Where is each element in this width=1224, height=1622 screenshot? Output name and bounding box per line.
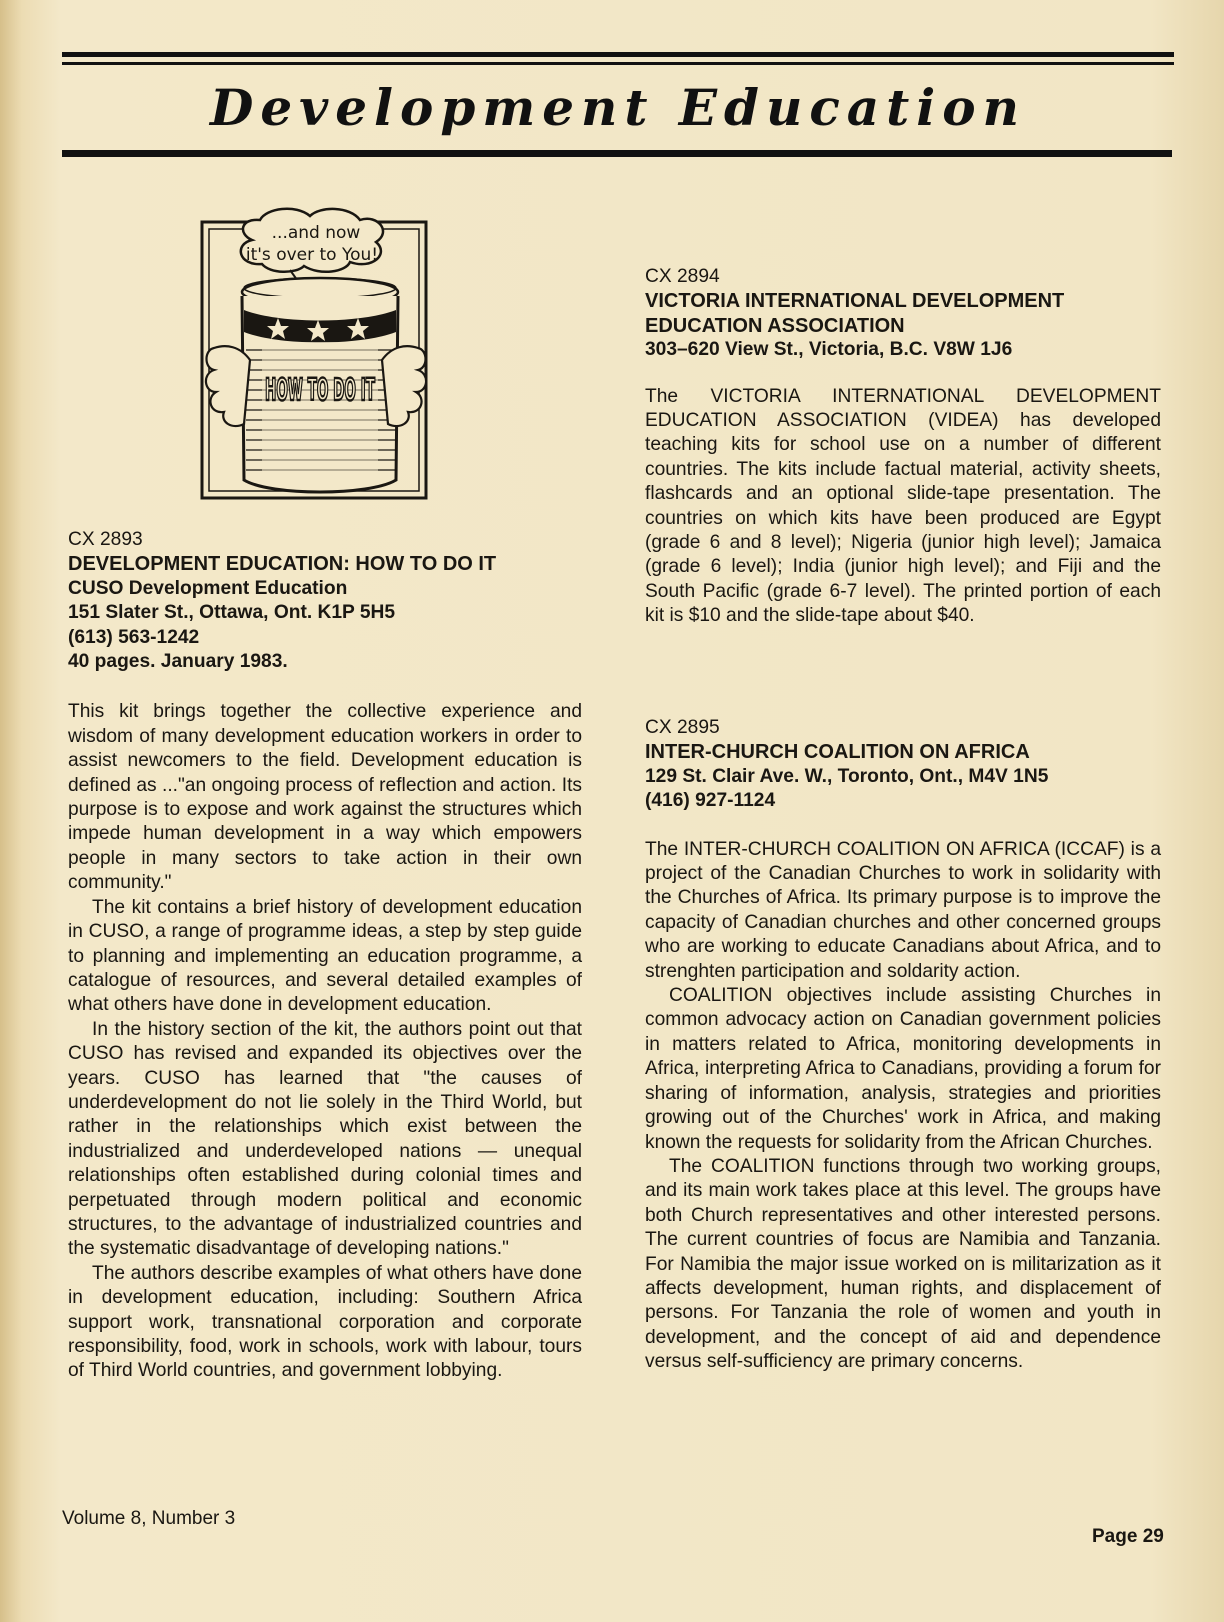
bubble-text-line2: it's over to You! (245, 245, 379, 265)
entry-title: DEVELOPMENT EDUCATION: HOW TO DO IT (68, 553, 497, 576)
entry-phone: (416) 927-1124 (645, 790, 776, 812)
paragraph: In the history section of the kit, the authors point out that CUSO has revised and expanded its objectives over the years. CUSO has learned that "the causes of underdevelopment do not lie solely in the Third World, but rather in the relationships which exist between the industrialized and underdeveloped nations — unequal relationships often established during colonial times and perpetuated through modern political and economic structures, to the advantage of industrialized countries and the systematic disadvantage of developing nations." (68, 1018, 582, 1260)
paragraph: The kit contains a brief history of development education in CUSO, a range of programme ideas, a step by step guide to planning and implementing an education programme, a catalogue of resources, and several detailed examples of what others have done in development education. (68, 896, 582, 1016)
drum-text: HOW TO DO IT (265, 373, 376, 408)
paragraph: The VICTORIA INTERNATIONAL DEVELOPMENT EDUCATION ASSOCIATION (VIDEA) has developed teaching kits for school use on a number of different countries. The kits include factual material, activity sheets, flashcards and an optional slide-tape presentation. The countries on which kits have been produced are Egypt (grade 6 and 8 level); Nigeria (junior high level); Jamaica (grade 6 level); India (junior high level); and Fiji and the South Pacific (grade 6-7 level). The printed portion of each kit is $10 and the slide-tape about $40. (645, 385, 1161, 627)
paragraph: The authors describe examples of what others have done in development education, including: Southern Africa support work, transnational corporation and corporate responsibility, food, work in schools, work with labour, tours of Third World countries, and government lobbying. (68, 1262, 582, 1382)
volume-number: Volume 8, Number 3 (62, 1508, 236, 1529)
entry-header (68, 528, 582, 674)
how-to-do-it-illustration (200, 200, 432, 500)
entry-title: INTER-CHURCH COALITION ON AFRICA (645, 741, 1030, 764)
paragraph: This kit brings together the collective experience and wisdom of many development education workers in order to assist newcomers to the field. Development education is defined as ..."an ongoing process of reflection and action. Its purpose is to expose and work against the structures which impede human development in a way which empowers people in many sectors to take action in their own community." (68, 701, 582, 894)
entry-body (645, 838, 1161, 1375)
header-rule-bottom (62, 150, 1172, 157)
entry-title-line2: EDUCATION ASSOCIATION (645, 314, 905, 337)
paragraph: The COALITION functions through two working groups, and its main work takes place at this level. The groups have both Church representatives and other interested persons. The current countries of focus are Namibia and Tanzania. For Namibia the major issue worked on is militarization as it affects development, human rights, and displacement of persons. For Tanzania the role of women and youth in development, and the concept of aid and dependence versus self-sufficiency are primary concerns. (645, 1155, 1161, 1373)
entry-body (68, 700, 582, 1383)
entry-phone: (613) 563-1242 (68, 626, 200, 648)
bubble-text-line1: ...and now (271, 223, 361, 243)
entry-code: CX 2893 (68, 529, 143, 550)
header-rule-top (62, 52, 1174, 57)
paragraph: COALITION objectives include assisting Churches in common advocacy action on Canadian government policies in matters related to Africa, monitoring developments in Africa, interpreting Africa to Canadians, providing a forum for sharing of information, analysis, strategies and priorities growing out of the Churches' work in Africa, and making known the requests for solidarity from the African Churches. (645, 985, 1161, 1153)
entry-address: 151 Slater St., Ottawa, Ont. K1P 5H5 (68, 602, 396, 624)
entry-cx-2893 (68, 528, 582, 1384)
entry-cx-2895 (645, 716, 1161, 1375)
entry-cx-2894 (645, 265, 1161, 629)
header-rule-top-thin (62, 62, 1174, 65)
entry-organization: CUSO Development Education (68, 577, 348, 599)
entry-header (645, 265, 1161, 363)
paragraph: The INTER-CHURCH COALITION ON AFRICA (ICCAF) is a project of the Canadian Churches to work in solidarity with the Churches of Africa. Its primary purpose is to improve the capacity of Canadian churches and other concerned groups who are working to educate Canadians about Africa, and to strenghten participation and soldarity action. (645, 838, 1161, 982)
entry-address: 303–620 View St., Victoria, B.C. V8W 1J6 (645, 339, 1013, 361)
page-number: Page 29 (1092, 1526, 1164, 1547)
entry-details: 40 pages. January 1983. (68, 651, 288, 673)
entry-address: 129 St. Clair Ave. W., Toronto, Ont., M4V 1N5 (645, 765, 1049, 787)
entry-code: CX 2894 (645, 266, 720, 287)
entry-body (645, 385, 1161, 629)
entry-code: CX 2895 (645, 717, 720, 738)
entry-header (645, 716, 1161, 814)
entry-title-line1: VICTORIA INTERNATIONAL DEVELOPMENT (645, 290, 1065, 313)
page-title: Development Education (210, 78, 1026, 137)
